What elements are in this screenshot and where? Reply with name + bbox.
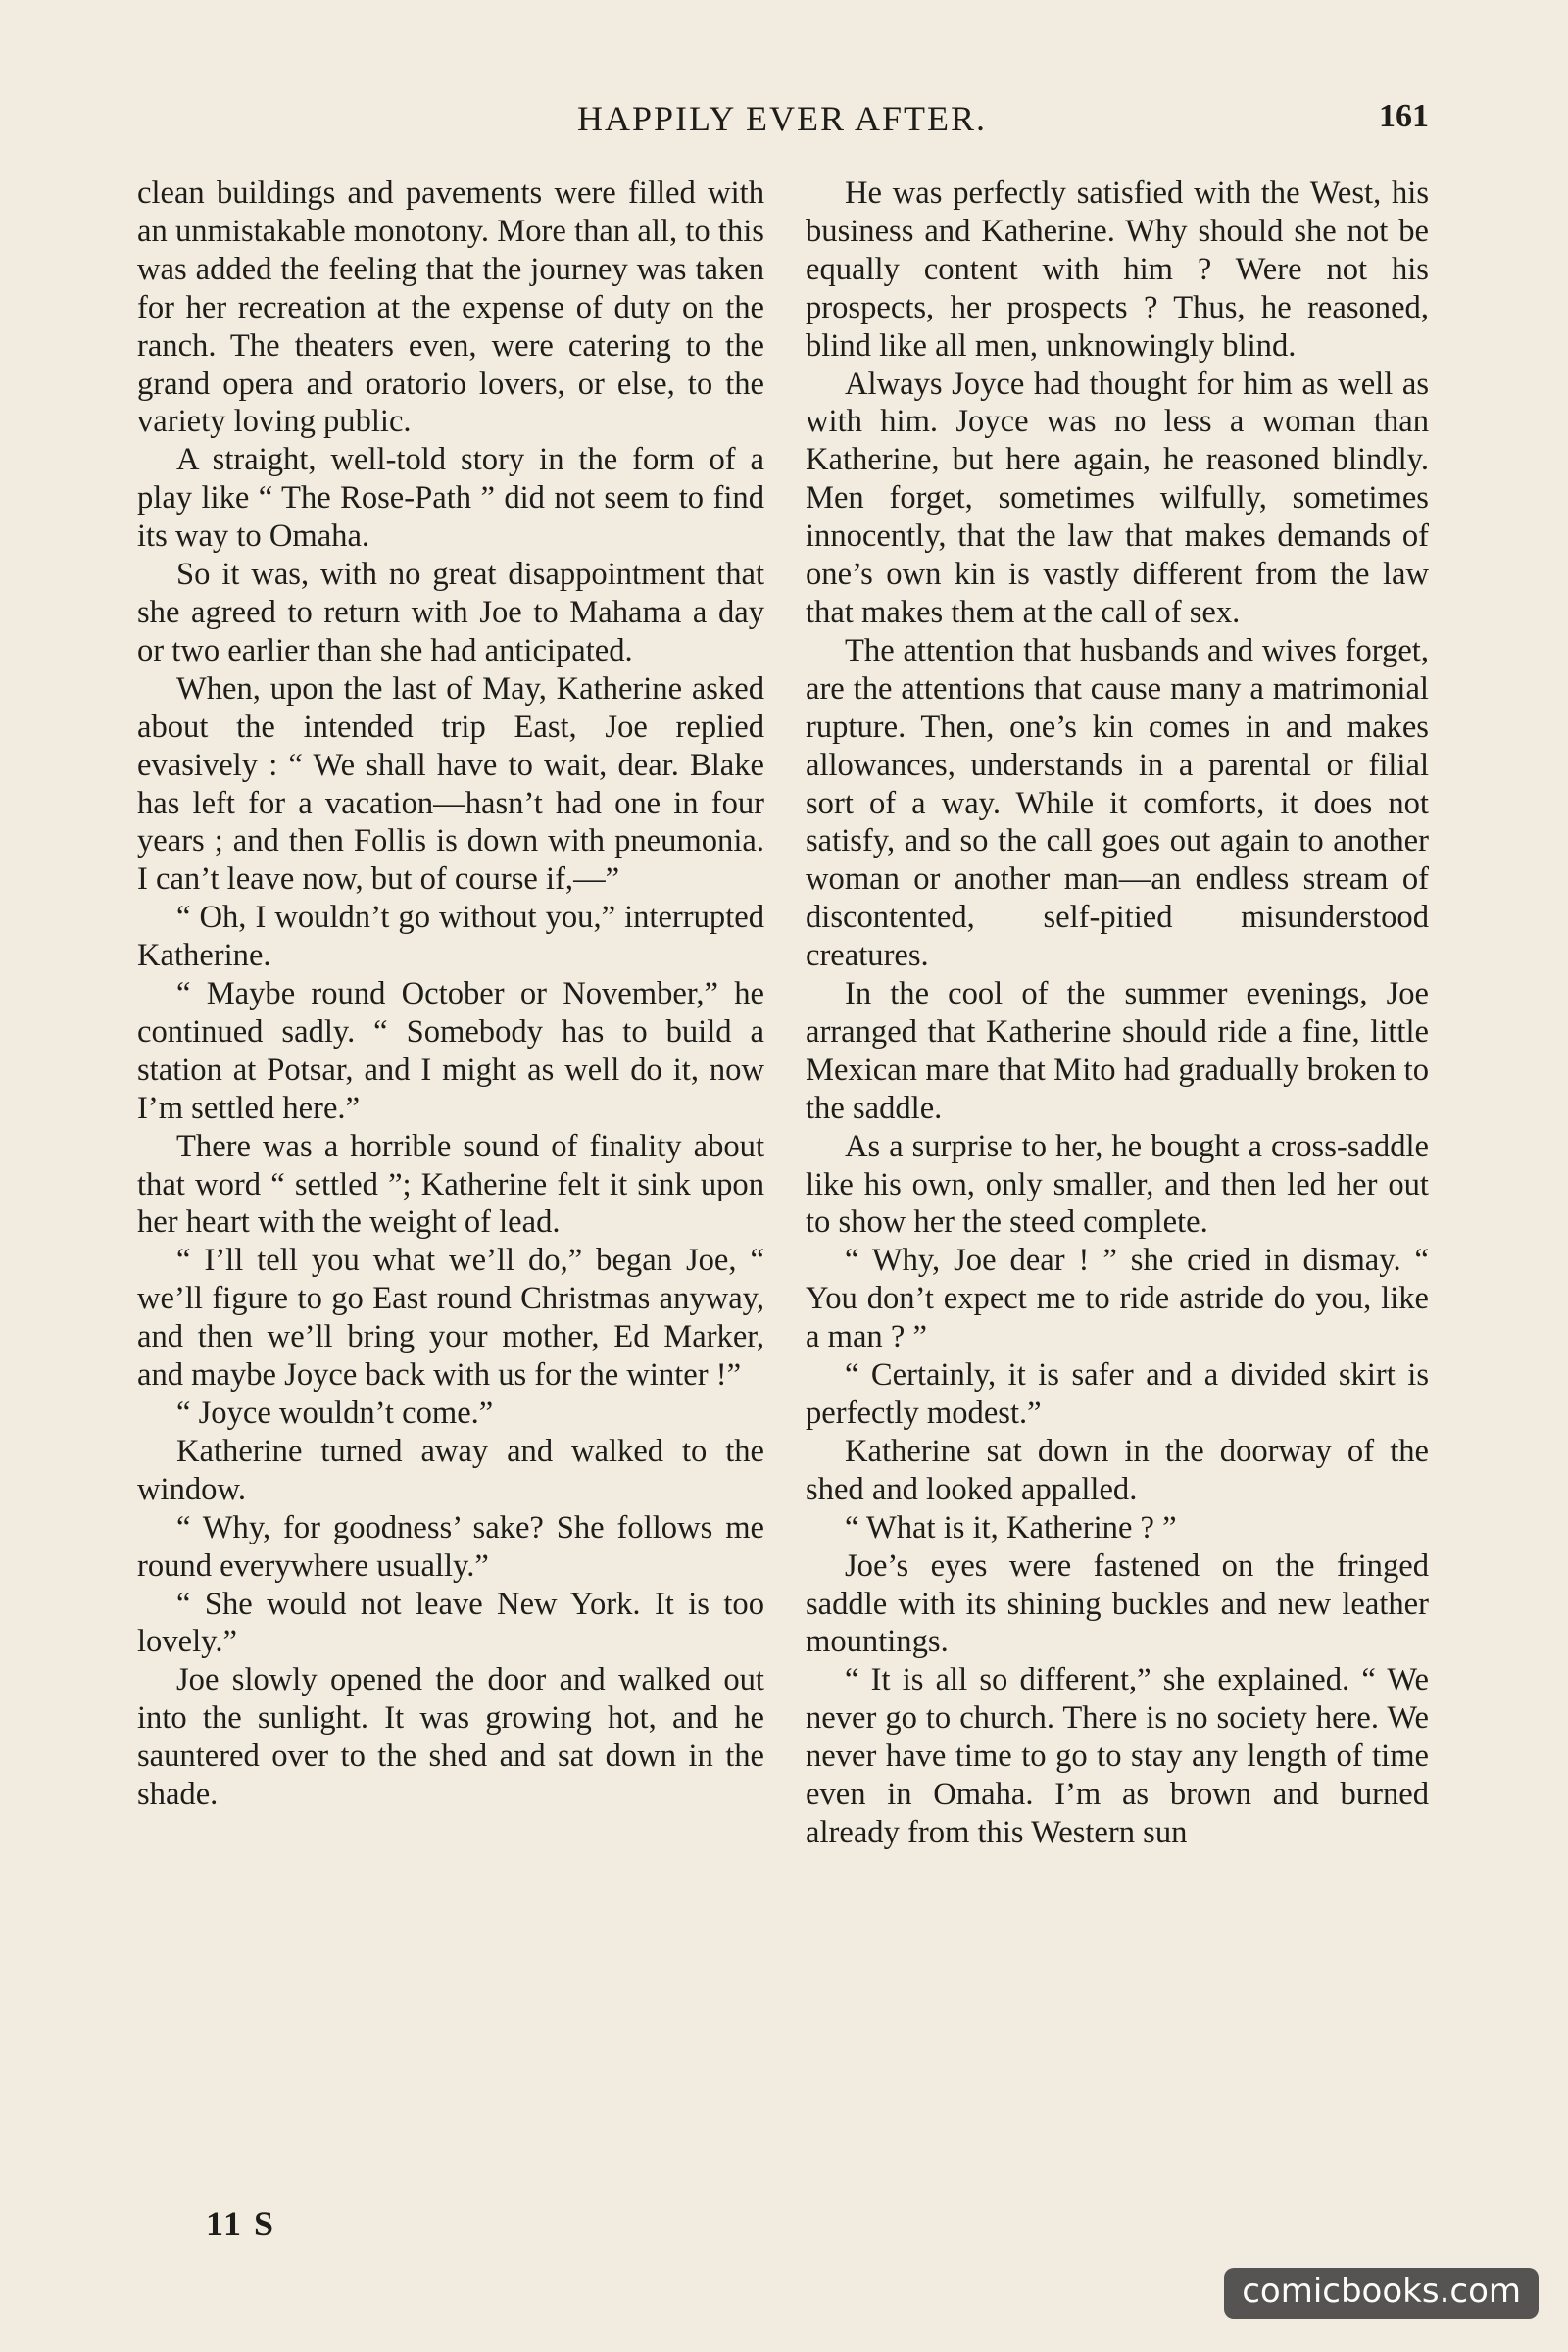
paragraph: “ I’ll tell you what we’ll do,” began Joe, “ we’ll figure to go East round Christmas anyway, and then we’ll bring your mother, Ed Marker, and maybe Joyce back with us for the winter !” xyxy=(137,1243,764,1394)
paragraph: “ Joyce wouldn’t come.” xyxy=(176,1396,494,1431)
paragraph: There was a horrible sound of finality about that word “ settled ”; Katherine felt it sink upon her heart with the weight of lead. xyxy=(137,1128,764,1241)
paragraph: clean buildings and pavements were filled with an unmistakable monotony. More than all, to this was added the feeling that the journey was taken for her recreation at the expense of duty on the ranch. The theaters even, were catering to the grand opera and oratorio lovers, or else, to the variety loving public. xyxy=(137,175,764,440)
paragraph: Joe slowly opened the door and walked out into the sunlight. It was growing hot, and he sauntered over to the shed and sat down in the shade. xyxy=(137,1662,764,1813)
paragraph: In the cool of the summer evenings, Joe arranged that Katherine should ride a fine, little Mexican mare that Mito had gradually broken to the saddle. xyxy=(806,976,1429,1126)
paragraph: So it was, with no great disappointment that she agreed to return with Joe to Mahama a day or two earlier than she had anticipated. xyxy=(137,557,764,668)
paragraph: As a surprise to her, he bought a cross-saddle like his own, only smaller, and then led her out to show her the steed complete. xyxy=(806,1128,1429,1241)
page-number: 161 xyxy=(1379,98,1429,134)
paragraph: “ What is it, Katherine ? ” xyxy=(845,1509,1177,1545)
page-header xyxy=(135,98,1429,147)
paragraph: When, upon the last of May, Katherine asked about the intended trip East, Joe replied evasively : “ We shall have to wait, dear. Blake has left for a vacation—hasn’t had one in four years ; and then Follis is down with pneumonia. I can’t leave now, but of course if,—” xyxy=(137,670,764,898)
paragraph: “ She would not leave New York. It is too lovely.” xyxy=(137,1586,764,1660)
paragraph: A straight, well-told story in the form of a play like “ The Rose-Path ” did not seem to find its way to Omaha. xyxy=(137,442,764,555)
paragraph: He was perfectly satisfied with the West, his business and Katherine. Why should she not be equally content with him ? Were not his prospects, her prospects ? Thus, he reasoned, blind like all men, unknowingly blind. xyxy=(806,175,1429,364)
paragraph: Katherine turned away and walked to the window. xyxy=(137,1433,764,1507)
running-title: HAPPILY EVER AFTER. xyxy=(576,99,988,138)
right-column xyxy=(806,174,1429,1852)
paragraph: “ Oh, I wouldn’t go without you,” interrupted Katherine. xyxy=(137,900,764,974)
left-column xyxy=(137,174,764,1814)
paragraph: Katherine sat down in the doorway of the shed and looked appalled. xyxy=(806,1433,1429,1507)
paragraph: The attention that husbands and wives forget, are the attentions that cause many a matrimonial rupture. Then, one’s kin comes in and makes allowances, understands in a parental or filial sort of a way. While it comforts, it does not satisfy, and so the call goes out again to another woman or another man—an endless stream of discontented, self-pitied misunderstood creatures. xyxy=(806,632,1429,974)
paragraph: Always Joyce had thought for him as well as with him. Joyce was no less a woman than Katherine, but here again, he reasoned blindly. Men forget, sometimes wilfully, sometimes innocently, that the law that makes demands of one’s own kin is vastly different from the law that makes them at the call of sex. xyxy=(806,366,1429,630)
paragraph: “ Why, for goodness’ sake? She follows me round everywhere usually.” xyxy=(137,1509,764,1584)
signature-mark: 11 S xyxy=(206,2204,276,2243)
paragraph: “ It is all so different,” she explained. “ We never go to church. There is no society here. We never have time to go to stay any length of time even in Omaha. I’m as brown and burned already from this Western sun xyxy=(806,1662,1429,1850)
paragraph: “ Why, Joe dear ! ” she cried in dismay. “ You don’t expect me to ride astride do you, like a man ? ” xyxy=(806,1243,1429,1355)
watermark-logo: comicbooks.com xyxy=(1224,2268,1539,2319)
paragraph: “ Maybe round October or November,” he continued sadly. “ Somebody has to build a station at Potsar, and I might as well do it, now I’m settled here.” xyxy=(137,976,764,1126)
paragraph: Joe’s eyes were fastened on the fringed saddle with its shining buckles and new leather mountings. xyxy=(806,1547,1429,1660)
paragraph: “ Certainly, it is safer and a divided skirt is perfectly modest.” xyxy=(806,1357,1429,1431)
